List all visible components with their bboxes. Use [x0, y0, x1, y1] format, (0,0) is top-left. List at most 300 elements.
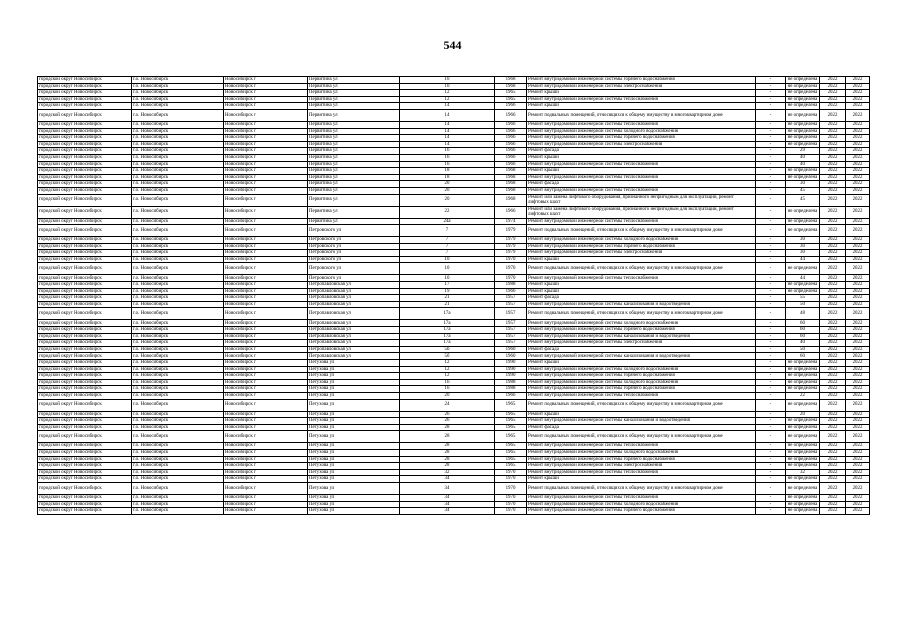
house-number-cell: 20 — [400, 181, 495, 188]
settlement-cell: г.о. Новосибирск — [132, 90, 224, 97]
year-built-cell: 1970 — [495, 275, 527, 282]
street-cell: Первитина ул — [308, 109, 400, 121]
dash-cell: - — [756, 154, 786, 161]
dash-cell: - — [756, 340, 786, 347]
year-start-cell: 2022 — [820, 360, 846, 367]
year-built-cell: 1979 — [495, 250, 527, 257]
cost-cell: не определена — [786, 174, 820, 181]
work-type-cell: Ремонт внутридомовой инженерной системы электроснабжения — [527, 340, 756, 347]
street-cell: Петровского ул — [308, 275, 400, 282]
year-start-cell: 2022 — [820, 308, 846, 320]
cost-cell: не определена — [786, 373, 820, 380]
dash-cell: - — [756, 418, 786, 425]
dash-cell: - — [756, 288, 786, 295]
year-start-cell: 2022 — [820, 218, 846, 225]
municipality-cell: городской округ Новосибирск — [38, 301, 132, 308]
street-cell: Петровского ул — [308, 256, 400, 263]
table-row — [38, 218, 870, 225]
work-type-cell: Ремонт внутридомовой инженерной системы канализования и водоотведения — [527, 418, 756, 425]
locality-cell: Новосибирск г — [224, 77, 308, 84]
dash-cell: - — [756, 373, 786, 380]
street-cell: Первитина ул — [308, 121, 400, 128]
municipality-cell: городской округ Новосибирск — [38, 109, 132, 121]
municipality-cell: городской округ Новосибирск — [38, 411, 132, 418]
year-built-cell: 1979 — [495, 243, 527, 250]
cost-cell: 60 — [786, 333, 820, 340]
locality-cell: Новосибирск г — [224, 168, 308, 175]
dash-cell: - — [756, 308, 786, 320]
settlement-cell: г.о. Новосибирск — [132, 225, 224, 237]
year-end-cell: 2022 — [846, 494, 870, 501]
work-type-cell: Ремонт внутридомовой инженерной системы холодного водоснабжения — [527, 501, 756, 508]
cost-cell: не определена — [786, 476, 820, 483]
settlement-cell: г.о. Новосибирск — [132, 340, 224, 347]
locality-cell: Новосибирск г — [224, 103, 308, 110]
dash-cell: - — [756, 141, 786, 148]
municipality-cell: городской округ Новосибирск — [38, 392, 132, 399]
settlement-cell: г.о. Новосибирск — [132, 174, 224, 181]
municipality-cell: городской округ Новосибирск — [38, 141, 132, 148]
work-type-cell: Ремонт внутридомовой инженерной системы горячего водоснабжения — [527, 373, 756, 380]
cost-cell: не определена — [786, 443, 820, 450]
locality-cell: Новосибирск г — [224, 360, 308, 367]
cost-cell: не определена — [786, 263, 820, 275]
locality-cell: Новосибирск г — [224, 83, 308, 90]
dash-cell: - — [756, 295, 786, 302]
dash-cell: - — [756, 174, 786, 181]
municipality-cell: городской округ Новосибирск — [38, 353, 132, 360]
dash-cell: - — [756, 225, 786, 237]
cost-cell: не определена — [786, 141, 820, 148]
table-row — [38, 174, 870, 181]
year-built-cell: 1966 — [495, 288, 527, 295]
dash-cell: - — [756, 379, 786, 386]
locality-cell: Новосибирск г — [224, 154, 308, 161]
year-end-cell: 2022 — [846, 96, 870, 103]
cost-cell: не определена — [786, 103, 820, 110]
dash-cell: - — [756, 121, 786, 128]
settlement-cell: г.о. Новосибирск — [132, 243, 224, 250]
locality-cell: Новосибирск г — [224, 443, 308, 450]
house-number-cell: 14 — [400, 135, 495, 142]
year-end-cell: 2022 — [846, 411, 870, 418]
house-number-cell: 16 — [400, 154, 495, 161]
year-start-cell: 2022 — [820, 288, 846, 295]
year-built-cell: 1957 — [495, 333, 527, 340]
year-built-cell: 1988 — [495, 282, 527, 289]
work-type-cell: Ремонт внутридомовой инженерной системы канализования и водоотведения — [527, 333, 756, 340]
municipality-cell: городской округ Новосибирск — [38, 431, 132, 443]
house-number-cell: 20 — [400, 194, 495, 206]
year-start-cell: 2022 — [820, 90, 846, 97]
locality-cell: Новосибирск г — [224, 501, 308, 508]
cost-cell: не определена — [786, 431, 820, 443]
year-end-cell: 2022 — [846, 128, 870, 135]
municipality-cell: городской округ Новосибирск — [38, 243, 132, 250]
table-row — [38, 168, 870, 175]
work-type-cell: Ремонт крыши — [527, 476, 756, 483]
municipality-cell: городской округ Новосибирск — [38, 501, 132, 508]
year-end-cell: 2022 — [846, 469, 870, 476]
year-end-cell: 2022 — [846, 340, 870, 347]
settlement-cell: г.о. Новосибирск — [132, 386, 224, 393]
cost-cell: не определена — [786, 282, 820, 289]
work-type-cell: Ремонт внутридомовой инженерной системы теплоснабжения — [527, 161, 756, 168]
locality-cell: Новосибирск г — [224, 366, 308, 373]
year-built-cell: 1965 — [495, 443, 527, 450]
locality-cell: Новосибирск г — [224, 121, 308, 128]
year-built-cell: 1968 — [495, 174, 527, 181]
street-cell: Первитина ул — [308, 154, 400, 161]
year-built-cell: 1966 — [495, 141, 527, 148]
cost-cell: не определена — [786, 90, 820, 97]
house-number-cell: 28 — [400, 463, 495, 470]
year-end-cell: 2022 — [846, 174, 870, 181]
year-start-cell: 2022 — [820, 135, 846, 142]
year-start-cell: 2022 — [820, 327, 846, 334]
settlement-cell: г.о. Новосибирск — [132, 250, 224, 257]
municipality-cell: городской округ Новосибирск — [38, 366, 132, 373]
year-start-cell: 2022 — [820, 379, 846, 386]
year-built-cell: 1965 — [495, 431, 527, 443]
year-start-cell: 2022 — [820, 399, 846, 411]
work-type-cell: Ремонт подвальных помещений, относящихся к общему имуществу в многоквартирном доме — [527, 109, 756, 121]
locality-cell: Новосибирск г — [224, 424, 308, 431]
street-cell: Петухова ул — [308, 501, 400, 508]
year-end-cell: 2022 — [846, 168, 870, 175]
settlement-cell: г.о. Новосибирск — [132, 320, 224, 327]
work-type-cell: Ремонт фасада — [527, 346, 756, 353]
dash-cell: - — [756, 346, 786, 353]
street-cell: Петропавловская ул — [308, 320, 400, 327]
street-cell: Первитина ул — [308, 96, 400, 103]
dash-cell: - — [756, 168, 786, 175]
table-row — [38, 275, 870, 282]
house-number-cell: 34 — [400, 508, 495, 515]
house-number-cell: 34 — [400, 501, 495, 508]
locality-cell: Новосибирск г — [224, 431, 308, 443]
year-built-cell: 1974 — [495, 218, 527, 225]
municipality-cell: городской округ Новосибирск — [38, 218, 132, 225]
year-end-cell: 2022 — [846, 386, 870, 393]
work-type-cell: Ремонт фасада — [527, 181, 756, 188]
cost-cell: не определена — [786, 288, 820, 295]
table-row — [38, 109, 870, 121]
year-end-cell: 2022 — [846, 399, 870, 411]
year-end-cell: 2022 — [846, 218, 870, 225]
table-row — [38, 121, 870, 128]
house-number-cell: 26 — [400, 418, 495, 425]
municipality-cell: городской округ Новосибирск — [38, 282, 132, 289]
municipality-cell: городской округ Новосибирск — [38, 340, 132, 347]
settlement-cell: г.о. Новосибирск — [132, 308, 224, 320]
dash-cell: - — [756, 194, 786, 206]
year-built-cell: 1966 — [495, 103, 527, 110]
locality-cell: Новосибирск г — [224, 463, 308, 470]
year-built-cell: 1979 — [495, 237, 527, 244]
year-start-cell: 2022 — [820, 411, 846, 418]
year-start-cell: 2022 — [820, 418, 846, 425]
year-end-cell: 2022 — [846, 243, 870, 250]
year-built-cell: 1970 — [495, 476, 527, 483]
year-start-cell: 2022 — [820, 301, 846, 308]
year-start-cell: 2022 — [820, 463, 846, 470]
year-start-cell: 2022 — [820, 154, 846, 161]
settlement-cell: г.о. Новосибирск — [132, 353, 224, 360]
municipality-cell: городской округ Новосибирск — [38, 327, 132, 334]
settlement-cell: г.о. Новосибирск — [132, 96, 224, 103]
house-number-cell: 34 — [400, 482, 495, 494]
table-row — [38, 411, 870, 418]
year-end-cell: 2022 — [846, 256, 870, 263]
year-built-cell: 1965 — [495, 456, 527, 463]
street-cell: Петропавловская ул — [308, 308, 400, 320]
settlement-cell: г.о. Новосибирск — [132, 373, 224, 380]
repair-schedule-table — [37, 76, 870, 515]
year-start-cell: 2022 — [820, 353, 846, 360]
cost-cell: 40 — [786, 340, 820, 347]
table-row — [38, 154, 870, 161]
year-end-cell: 2022 — [846, 373, 870, 380]
street-cell: Петухова ул — [308, 418, 400, 425]
dash-cell: - — [756, 256, 786, 263]
year-start-cell: 2022 — [820, 168, 846, 175]
dash-cell: - — [756, 366, 786, 373]
year-start-cell: 2022 — [820, 282, 846, 289]
street-cell: Петухова ул — [308, 456, 400, 463]
year-start-cell: 2022 — [820, 161, 846, 168]
municipality-cell: городской округ Новосибирск — [38, 77, 132, 84]
year-start-cell: 2022 — [820, 469, 846, 476]
table-row — [38, 340, 870, 347]
settlement-cell: г.о. Новосибирск — [132, 476, 224, 483]
house-number-cell: 28 — [400, 456, 495, 463]
locality-cell: Новосибирск г — [224, 148, 308, 155]
municipality-cell: городской округ Новосибирск — [38, 128, 132, 135]
year-start-cell: 2022 — [820, 103, 846, 110]
year-start-cell: 2022 — [820, 194, 846, 206]
table-row — [38, 456, 870, 463]
settlement-cell: г.о. Новосибирск — [132, 282, 224, 289]
year-end-cell: 2022 — [846, 225, 870, 237]
work-type-cell: Ремонт крыши — [527, 360, 756, 367]
settlement-cell: г.о. Новосибирск — [132, 181, 224, 188]
year-start-cell: 2022 — [820, 206, 846, 218]
street-cell: Петухова ул — [308, 399, 400, 411]
table-row — [38, 353, 870, 360]
year-built-cell: 1960 — [495, 353, 527, 360]
year-built-cell: 1990 — [495, 360, 527, 367]
house-number-cell: 24а — [400, 218, 495, 225]
house-number-cell: 17а — [400, 340, 495, 347]
municipality-cell: городской округ Новосибирск — [38, 456, 132, 463]
locality-cell: Новосибирск г — [224, 109, 308, 121]
year-end-cell: 2022 — [846, 482, 870, 494]
settlement-cell: г.о. Новосибирск — [132, 431, 224, 443]
work-type-cell: Ремонт внутридомовой инженерной системы теплоснабжения — [527, 443, 756, 450]
table-row — [38, 90, 870, 97]
locality-cell: Новосибирск г — [224, 206, 308, 218]
year-end-cell: 2022 — [846, 141, 870, 148]
year-end-cell: 2022 — [846, 275, 870, 282]
work-type-cell: Ремонт внутридомовой инженерной системы горячего водоснабжения — [527, 327, 756, 334]
year-built-cell: 1957 — [495, 308, 527, 320]
locality-cell: Новосибирск г — [224, 308, 308, 320]
municipality-cell: городской округ Новосибирск — [38, 494, 132, 501]
year-built-cell: 1970 — [495, 256, 527, 263]
table-row — [38, 282, 870, 289]
house-number-cell: 18 — [400, 168, 495, 175]
year-built-cell: 1966 — [495, 135, 527, 142]
cost-cell: не определена — [786, 225, 820, 237]
year-end-cell: 2022 — [846, 308, 870, 320]
year-end-cell: 2022 — [846, 392, 870, 399]
work-type-cell: Ремонт внутридомовой инженерной системы холодного водоснабжения — [527, 366, 756, 373]
settlement-cell: г.о. Новосибирск — [132, 301, 224, 308]
settlement-cell: г.о. Новосибирск — [132, 449, 224, 456]
dash-cell: - — [756, 449, 786, 456]
settlement-cell: г.о. Новосибирск — [132, 360, 224, 367]
locality-cell: Новосибирск г — [224, 379, 308, 386]
year-start-cell: 2022 — [820, 482, 846, 494]
house-number-cell: 12 — [400, 373, 495, 380]
table-row — [38, 194, 870, 206]
table-row — [38, 187, 870, 194]
work-type-cell: Ремонт внутридомовой инженерной системы канализования и водоотведения — [527, 353, 756, 360]
cost-cell: 20 — [786, 411, 820, 418]
locality-cell: Новосибирск г — [224, 256, 308, 263]
street-cell: Петухова ул — [308, 443, 400, 450]
street-cell: Первитина ул — [308, 218, 400, 225]
cost-cell: 45 — [786, 187, 820, 194]
table-row — [38, 308, 870, 320]
work-type-cell: Ремонт внутридомовой инженерной системы холодного водоснабжения — [527, 320, 756, 327]
year-built-cell: 1966 — [495, 121, 527, 128]
dash-cell: - — [756, 494, 786, 501]
year-end-cell: 2022 — [846, 187, 870, 194]
cost-cell: 30 — [786, 237, 820, 244]
house-number-cell: 10 — [400, 83, 495, 90]
cost-cell: не определена — [786, 168, 820, 175]
settlement-cell: г.о. Новосибирск — [132, 256, 224, 263]
work-type-cell: Ремонт внутридомовой инженерной системы теплоснабжения — [527, 174, 756, 181]
work-type-cell: Ремонт внутридомовой инженерной системы горячего водоснабжения — [527, 77, 756, 84]
street-cell: Петухова ул — [308, 482, 400, 494]
locality-cell: Новосибирск г — [224, 399, 308, 411]
year-built-cell: 1965 — [495, 424, 527, 431]
municipality-cell: городской округ Новосибирск — [38, 263, 132, 275]
municipality-cell: городской округ Новосибирск — [38, 168, 132, 175]
dash-cell: - — [756, 181, 786, 188]
street-cell: Петухова ул — [308, 463, 400, 470]
work-type-cell: Ремонт внутридомовой инженерной системы теплоснабжения — [527, 392, 756, 399]
locality-cell: Новосибирск г — [224, 90, 308, 97]
cost-cell: не определена — [786, 360, 820, 367]
year-end-cell: 2022 — [846, 320, 870, 327]
dash-cell: - — [756, 109, 786, 121]
house-number-cell: 16 — [400, 379, 495, 386]
cost-cell: не определена — [786, 121, 820, 128]
year-end-cell: 2022 — [846, 456, 870, 463]
year-start-cell: 2022 — [820, 174, 846, 181]
year-end-cell: 2022 — [846, 508, 870, 515]
locality-cell: Новосибирск г — [224, 411, 308, 418]
street-cell: Петропавловская ул — [308, 340, 400, 347]
table-row — [38, 243, 870, 250]
table-row — [38, 333, 870, 340]
work-type-cell: Ремонт внутридомовой инженерной системы канализования и водоотведения — [527, 301, 756, 308]
year-built-cell: 1990 — [495, 373, 527, 380]
year-start-cell: 2022 — [820, 83, 846, 90]
year-end-cell: 2022 — [846, 476, 870, 483]
street-cell: Первитина ул — [308, 161, 400, 168]
year-end-cell: 2022 — [846, 90, 870, 97]
cost-cell: не определена — [786, 482, 820, 494]
cost-cell: 50 — [786, 301, 820, 308]
locality-cell: Новосибирск г — [224, 194, 308, 206]
year-end-cell: 2022 — [846, 83, 870, 90]
settlement-cell: г.о. Новосибирск — [132, 443, 224, 450]
house-number-cell: 10 — [400, 256, 495, 263]
municipality-cell: городской округ Новосибирск — [38, 206, 132, 218]
table-row — [38, 181, 870, 188]
municipality-cell: городской округ Новосибирск — [38, 96, 132, 103]
table-row — [38, 469, 870, 476]
locality-cell: Новосибирск г — [224, 243, 308, 250]
year-start-cell: 2022 — [820, 121, 846, 128]
year-end-cell: 2022 — [846, 288, 870, 295]
year-built-cell: 1965 — [495, 399, 527, 411]
street-cell: Петухова ул — [308, 386, 400, 393]
house-number-cell: 21 — [400, 301, 495, 308]
dash-cell: - — [756, 333, 786, 340]
municipality-cell: городской округ Новосибирск — [38, 135, 132, 142]
street-cell: Первитина ул — [308, 206, 400, 218]
settlement-cell: г.о. Новосибирск — [132, 187, 224, 194]
house-number-cell: 19 — [400, 288, 495, 295]
street-cell: Петухова ул — [308, 360, 400, 367]
municipality-cell: городской округ Новосибирск — [38, 225, 132, 237]
cost-cell: 30 — [786, 181, 820, 188]
year-end-cell: 2022 — [846, 301, 870, 308]
dash-cell: - — [756, 250, 786, 257]
year-built-cell: 1970 — [495, 482, 527, 494]
year-built-cell: 1957 — [495, 340, 527, 347]
settlement-cell: г.о. Новосибирск — [132, 206, 224, 218]
cost-cell: 40 — [786, 154, 820, 161]
work-type-cell: Ремонт фасада — [527, 424, 756, 431]
cost-cell: не определена — [786, 501, 820, 508]
street-cell: Первитина ул — [308, 168, 400, 175]
locality-cell: Новосибирск г — [224, 386, 308, 393]
year-end-cell: 2022 — [846, 154, 870, 161]
table-row — [38, 386, 870, 393]
year-built-cell: 1957 — [495, 327, 527, 334]
settlement-cell: г.о. Новосибирск — [132, 494, 224, 501]
year-end-cell: 2022 — [846, 379, 870, 386]
municipality-cell: городской округ Новосибирск — [38, 320, 132, 327]
dash-cell: - — [756, 360, 786, 367]
year-start-cell: 2022 — [820, 295, 846, 302]
table-row — [38, 424, 870, 431]
settlement-cell: г.о. Новосибирск — [132, 154, 224, 161]
locality-cell: Новосибирск г — [224, 469, 308, 476]
dash-cell: - — [756, 443, 786, 450]
settlement-cell: г.о. Новосибирск — [132, 424, 224, 431]
work-type-cell: Ремонт крыши — [527, 154, 756, 161]
work-type-cell: Ремонт внутридомовой инженерной системы холодного водоснабжения — [527, 379, 756, 386]
locality-cell: Новосибирск г — [224, 174, 308, 181]
